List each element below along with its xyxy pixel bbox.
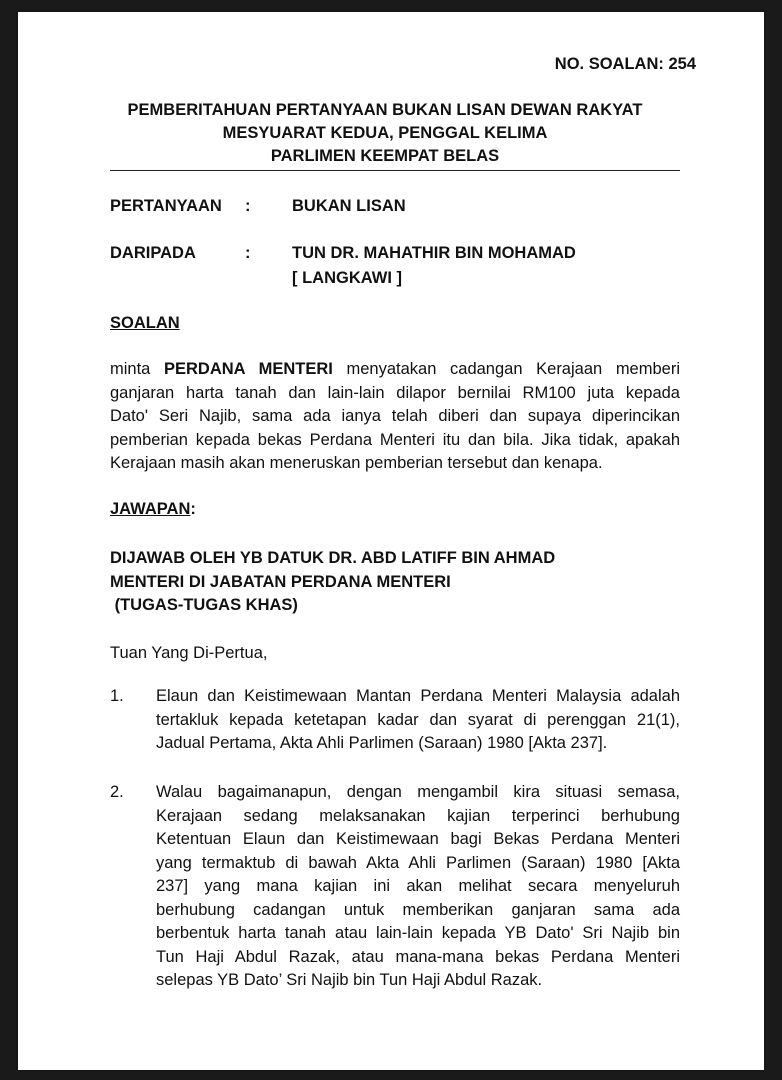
item-2-line-8: Tun Haji Abdul Razak, atau mana-mana bekas Perdana Menteri (156, 947, 680, 966)
question-type-colon: : (245, 197, 251, 215)
header-line-1: PEMBERITAHUAN PERTANYAAN BUKAN LISAN DEWAN RAKYAT (127, 101, 643, 119)
question-line-1 (110, 358, 680, 382)
header-divider (110, 170, 680, 171)
item-1-line-3: Jadual Pertama, Akta Ahli Parlimen (Saraan) 1980 [Akta 237]. (156, 734, 608, 752)
header-line-3: PARLIMEN KEEMPAT BELAS (270, 147, 500, 165)
question-line-5: Kerajaan masih akan meneruskan pemberian tersebut dan kenapa. (110, 454, 603, 472)
item-2-line-3: Ketentuan Elaun dan Keistimewaan bagi Bekas Perdana Menteri (156, 830, 680, 848)
answer-heading (110, 500, 196, 519)
from-colon: : (245, 244, 251, 262)
from-name: TUN DR. MAHATHIR BIN MOHAMAD (292, 244, 576, 262)
answered-by-block (110, 547, 555, 618)
salutation: Tuan Yang Di-Pertua, (110, 644, 268, 662)
item-2-line-6: berhubung cadangan untuk memberikan ganjaran sama ada (156, 900, 680, 919)
question-line-3: Dato' Seri Najib, sama ada ianya telah diberi dan supaya diperincikan (110, 407, 680, 425)
answer-heading-text: JAWAPAN (110, 500, 191, 518)
question-type-value: BUKAN LISAN (292, 197, 406, 215)
list-item-2 (156, 781, 680, 993)
answered-by-line-2: MENTERI DI JABATAN PERDANA MENTERI (110, 572, 451, 591)
question-paragraph (110, 358, 680, 476)
list-item-1 (156, 685, 680, 756)
item-1-line-2: tertakluk kepada ketetapan kadar dan syarat di perenggan 21(1), (156, 710, 680, 729)
item-2-line-7: berbentuk harta tanah atau lain-lain kepada YB Dato' Sri Najib bin (156, 924, 680, 942)
item-2-line-9: selepas YB Dato’ Sri Najib bin Tun Haji Abdul Razak. (156, 971, 543, 989)
header-line-2: MESYUARAT KEDUA, PENGGAL KELIMA (222, 124, 548, 142)
item-1-line-1: Elaun dan Keistimewaan Mantan Perdana Menteri Malaysia adalah (156, 687, 680, 705)
answered-by-line-1: DIJAWAB OLEH YB DATUK DR. ABD LATIFF BIN AHMAD (110, 549, 556, 567)
from-label: DARIPADA (110, 244, 196, 262)
document-header (90, 99, 680, 168)
document-page (18, 12, 764, 1070)
question-line-1-pre: minta (110, 360, 164, 378)
question-number: NO. SOALAN: 254 (554, 55, 696, 73)
list-item-number-2: 2. (110, 783, 124, 801)
answered-by-line-3: (TUGAS-TUGAS KHAS) (110, 596, 298, 614)
question-addressee: PERDANA MENTERI (163, 360, 333, 378)
question-line-2: ganjaran harta tanah dan lain-lain dilapor bernilai RM100 juta kepada (110, 383, 680, 402)
item-2-line-5: 237] yang mana kajian ini akan melihat secara menyeluruh (156, 877, 680, 895)
answer-heading-suffix: : (190, 500, 196, 518)
item-2-line-4: yang termaktub di bawah Akta Ahli Parlimen (Saraan) 1980 [Akta (156, 853, 680, 872)
item-2-line-2: Kerajaan sedang melaksanakan kajian terperinci berhubung (156, 806, 680, 825)
from-constituency: [ LANGKAWI ] (292, 269, 402, 287)
question-type-label: PERTANYAAN (110, 197, 222, 215)
list-item-number-1: 1. (110, 687, 124, 705)
question-line-4: pemberian kepada bekas Perdana Menteri itu dan bila. Jika tidak, apakah (110, 430, 680, 449)
question-line-1-post: menyatakan cadangan Kerajaan memberi (332, 360, 680, 378)
from-value (292, 241, 576, 291)
item-2-line-1: Walau bagaimanapun, dengan mengambil kira situasi semasa, (156, 783, 680, 801)
question-heading: SOALAN (110, 314, 180, 332)
